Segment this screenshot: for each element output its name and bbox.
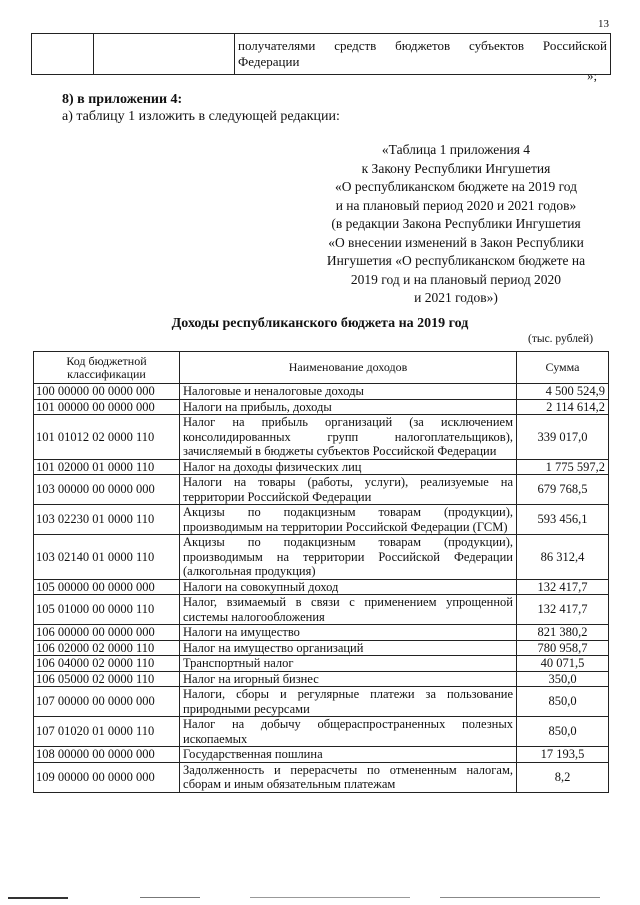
- row-sum: 1 775 597,2: [517, 459, 609, 475]
- row-sum: 593 456,1: [517, 505, 609, 535]
- previous-table-fragment: [31, 33, 611, 75]
- row-code: 106 00000 00 0000 000: [34, 625, 180, 641]
- scan-mark: [440, 897, 600, 898]
- row-code: 107 01020 01 0000 110: [34, 717, 180, 747]
- citation-line: «Таблица 1 приложения 4: [381, 142, 531, 157]
- table-row: [34, 415, 609, 460]
- table-row: [34, 399, 609, 415]
- row-name: Налоги на товары (работы, услуги), реализуемые на территории Российской Федерации: [180, 475, 517, 505]
- table-row: [34, 747, 609, 763]
- row-name: Налог на игорный бизнес: [180, 671, 517, 687]
- table-citation: [296, 141, 616, 308]
- citation-line: и 2021 годов»): [414, 290, 498, 305]
- fragment-text: получателями средств бюджетов субъектов Российской Федерации: [235, 34, 611, 75]
- citation-line: и на плановый период 2020 и 2021 годов»: [335, 197, 577, 213]
- citation-line: Ингушетия «О республиканском бюджете на: [326, 253, 586, 268]
- row-sum: 132 417,7: [517, 595, 609, 625]
- row-sum: 8,2: [517, 762, 609, 792]
- table-row: [34, 384, 609, 400]
- citation-line: к Закону Республики Ингушетия: [361, 160, 551, 176]
- row-sum: 850,0: [517, 687, 609, 717]
- row-sum: 350,0: [517, 671, 609, 687]
- row-sum: 86 312,4: [517, 535, 609, 580]
- citation-line: 2019 год и на плановый период 2020: [350, 271, 562, 287]
- row-code: 107 00000 00 0000 000: [34, 687, 180, 717]
- citation-line: «О внесении изменений в Закон Республики: [328, 234, 584, 250]
- scan-mark: [140, 897, 200, 898]
- table-row: [34, 671, 609, 687]
- empty-cell: [94, 34, 235, 75]
- row-sum: 40 071,5: [517, 656, 609, 672]
- row-name: Налог на имущество организаций: [180, 640, 517, 656]
- row-name: Налоги на прибыль, доходы: [180, 399, 517, 415]
- table-row: [32, 34, 611, 75]
- row-code: 105 00000 00 0000 000: [34, 579, 180, 595]
- row-code: 105 01000 00 0000 110: [34, 595, 180, 625]
- page-number: 13: [598, 18, 609, 30]
- scan-mark: [8, 897, 68, 899]
- table-row: [34, 640, 609, 656]
- row-code: 106 05000 02 0000 110: [34, 671, 180, 687]
- row-code: 103 02230 01 0000 110: [34, 505, 180, 535]
- row-sum: 132 417,7: [517, 579, 609, 595]
- table-row: [34, 459, 609, 475]
- row-sum: 4 500 524,9: [517, 384, 609, 400]
- row-name: Акцизы по подакцизным товарам (продукции), производимым на территории Российской Федерации (алкогольная продукция): [180, 535, 517, 580]
- row-name: Транспортный налог: [180, 656, 517, 672]
- amendment-text: а) таблицу 1 изложить в следующей редакции:: [62, 109, 340, 124]
- row-code: 103 02140 01 0000 110: [34, 535, 180, 580]
- row-name: Государственная пошлина: [180, 747, 517, 763]
- row-sum: 821 380,2: [517, 625, 609, 641]
- row-name: Налог на добычу общераспространенных полезных ископаемых: [180, 717, 517, 747]
- row-code: 106 04000 02 0000 110: [34, 656, 180, 672]
- row-sum: 679 768,5: [517, 475, 609, 505]
- row-sum: 780 958,7: [517, 640, 609, 656]
- table-row: [34, 687, 609, 717]
- table-units: (тыс. рублей): [528, 333, 594, 345]
- row-name: Налог на доходы физических лиц: [180, 459, 517, 475]
- table-row: [34, 717, 609, 747]
- citation-line: «О республиканском бюджете на 2019 год: [334, 179, 578, 194]
- row-code: 103 00000 00 0000 000: [34, 475, 180, 505]
- row-code: 101 01012 02 0000 110: [34, 415, 180, 460]
- row-name: Налоговые и неналоговые доходы: [180, 384, 517, 400]
- header-code: Код бюджетной классификации: [34, 352, 180, 384]
- row-name: Налог, взимаемый в связи с применением упрощенной системы налогообложения: [180, 595, 517, 625]
- row-code: 106 02000 02 0000 110: [34, 640, 180, 656]
- header-name: Наименование доходов: [180, 352, 517, 384]
- row-code: 101 00000 00 0000 000: [34, 399, 180, 415]
- row-code: 108 00000 00 0000 000: [34, 747, 180, 763]
- table-row: [34, 762, 609, 792]
- row-code: 109 00000 00 0000 000: [34, 762, 180, 792]
- table-title: Доходы республиканского бюджета на 2019 год: [171, 316, 469, 331]
- table-row: [34, 505, 609, 535]
- revenue-table: [33, 351, 609, 793]
- empty-cell: [32, 34, 94, 75]
- scan-bottom-edge: [0, 897, 640, 899]
- row-name: Задолженность и перерасчеты по отмененным налогам, сборам и иным обязательным платежам: [180, 762, 517, 792]
- row-sum: 850,0: [517, 717, 609, 747]
- table-row: [34, 579, 609, 595]
- table-row: [34, 595, 609, 625]
- header-sum: Сумма: [517, 352, 609, 384]
- scan-mark: [250, 897, 410, 898]
- table-row: [34, 656, 609, 672]
- row-sum: 17 193,5: [517, 747, 609, 763]
- closing-quote: »;: [587, 68, 598, 83]
- row-name: Налоги, сборы и регулярные платежи за пользование природными ресурсами: [180, 687, 517, 717]
- amendment-title: 8) в приложении 4:: [62, 92, 183, 107]
- table-header-row: [34, 352, 609, 384]
- row-name: Акцизы по подакцизным товарам (продукции), производимым на территории Российской Федерации (ГСМ): [180, 505, 517, 535]
- row-code: 100 00000 00 0000 000: [34, 384, 180, 400]
- row-name: Налог на прибыль организаций (за исключением консолидированных групп налогоплательщиков), зачисляемый в бюджеты субъектов Российской Федерации: [180, 415, 517, 460]
- table-row: [34, 535, 609, 580]
- table-row: [34, 625, 609, 641]
- row-sum: 2 114 614,2: [517, 399, 609, 415]
- row-name: Налоги на совокупный доход: [180, 579, 517, 595]
- row-sum: 339 017,0: [517, 415, 609, 460]
- table-row: [34, 475, 609, 505]
- citation-line: (в редакции Закона Республики Ингушетия: [331, 216, 581, 231]
- row-name: Налоги на имущество: [180, 625, 517, 641]
- row-code: 101 02000 01 0000 110: [34, 459, 180, 475]
